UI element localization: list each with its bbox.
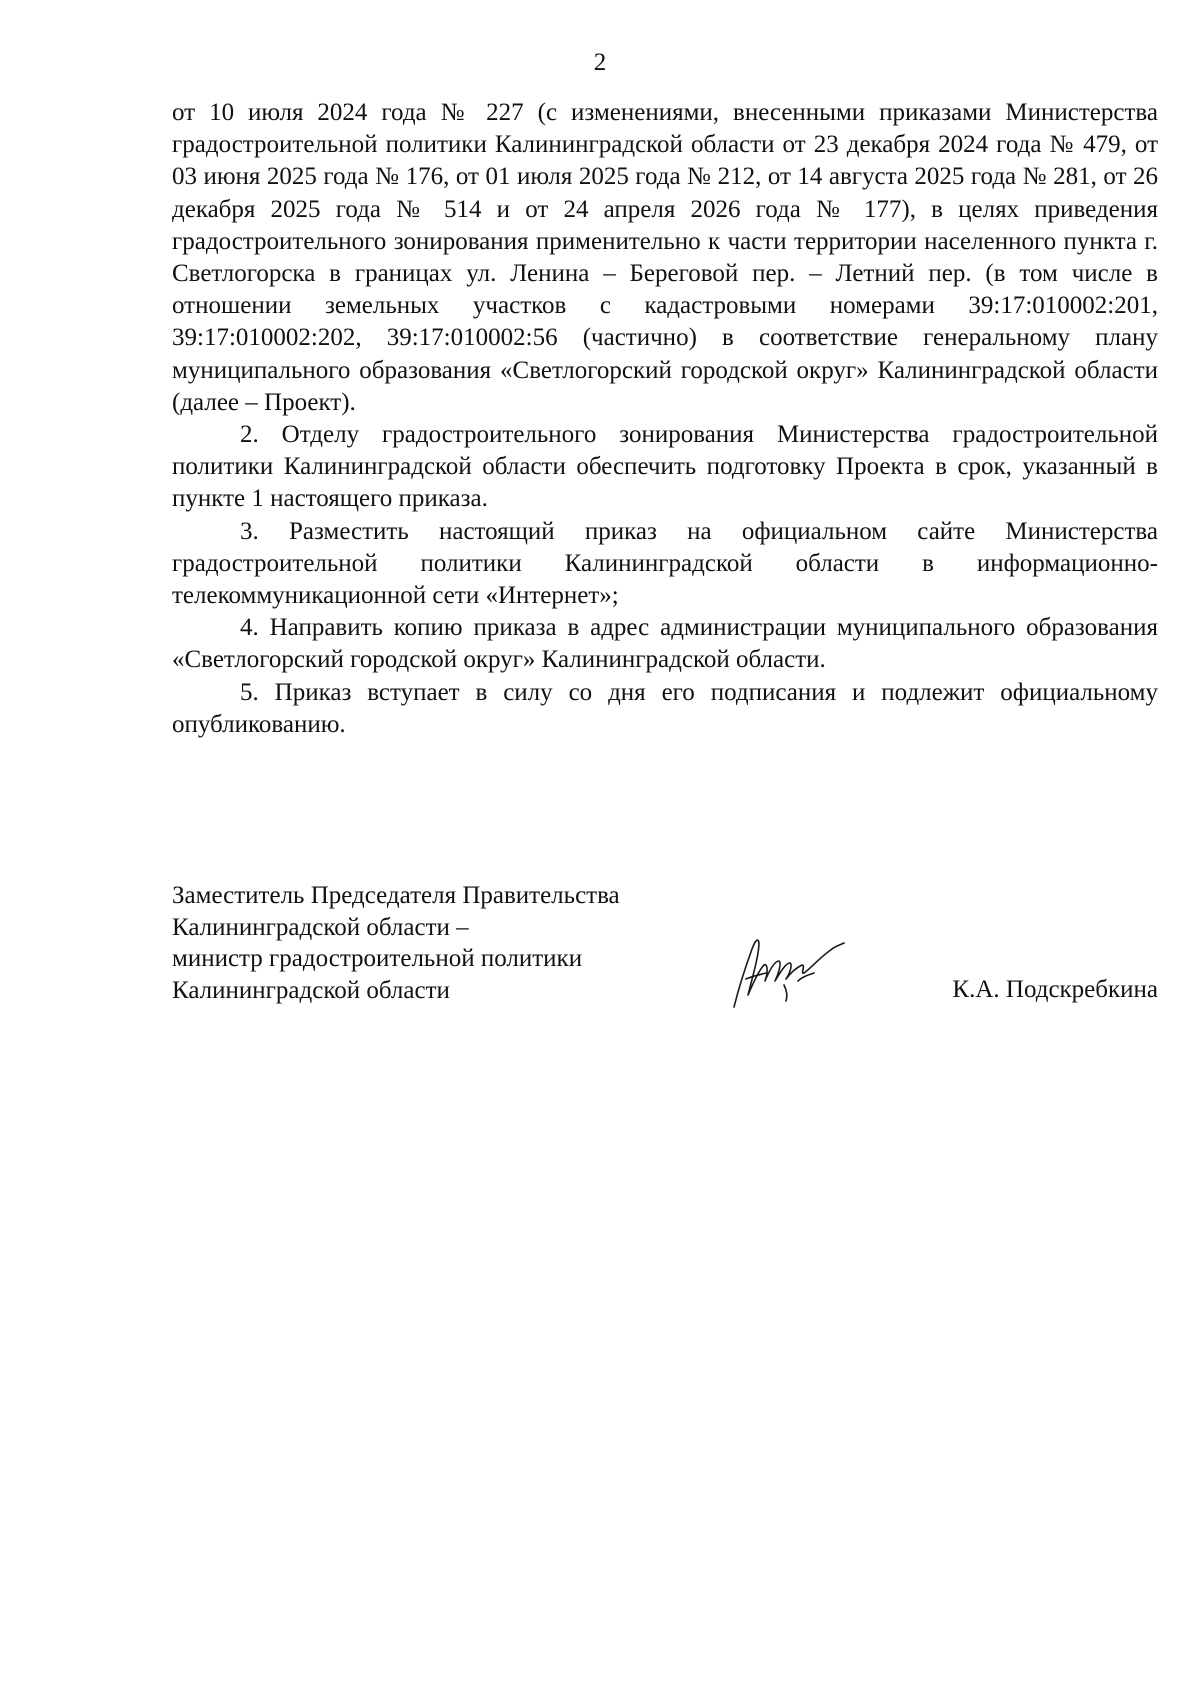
position-line: Калининградской области (172, 976, 450, 1004)
paragraph-item-4: 4. Направить копию приказа в адрес администрации муниципального образования «Светлогорский городской округ» Калининградской области. (172, 614, 1158, 674)
position-line: министр градостроительной политики (172, 945, 583, 972)
position-line: Заместитель Председателя Правительства (172, 882, 620, 909)
paragraph-continuation: от 10 июля 2024 года № 227 (с изменениями, внесенными приказами Министерства градостроительной политики Калининградской области от 23 декабря 2024 года № 479, от 03 июня 2025 года № 176, от 01 июля 2025 года № 212, от 14 августа 2025 года № 281, от 26 декабря 2025 года № 514 и от 24 апреля 2026 года № 177), в целях приведения градостроительного зонирования применительно к части территории населенного пункта г. Светлогорска в границах ул. Ленина – Береговой пер. – Летний пер. (в том числе в отношении земельных участков с кадастровыми номерами 39:17:010002:201, 39:17:010002:202, 39:17:010002:56 (частично) в соответствие генеральному плану муниципального образования «Светлогорский городской округ» Калининградской области (далее – Проект). (172, 99, 1158, 416)
signatory-position (172, 880, 732, 1006)
signer-name: К.А. Подскребкина (952, 976, 1158, 1003)
page-number: 2 (593, 49, 607, 76)
position-line: Калининградской области – (172, 913, 469, 941)
paragraph-item-2: 2. Отделу градостроительного зонирования Министерства градостроительной политики Калининградской области обеспечить подготовку Проекта в срок, указанный в пункте 1 настоящего приказа. (172, 421, 1158, 513)
paragraph-item-5: 5. Приказ вступает в силу со дня его подписания и подлежит официальному опубликованию. (172, 678, 1158, 738)
order-body (172, 97, 1158, 741)
handwritten-signature-icon (728, 925, 848, 1011)
paragraph-item-3: 3. Разместить настоящий приказ на официальном сайте Министерства градостроительной политики Калининградской области в информационно-телекоммуникационной сети «Интернет»; (172, 517, 1158, 610)
